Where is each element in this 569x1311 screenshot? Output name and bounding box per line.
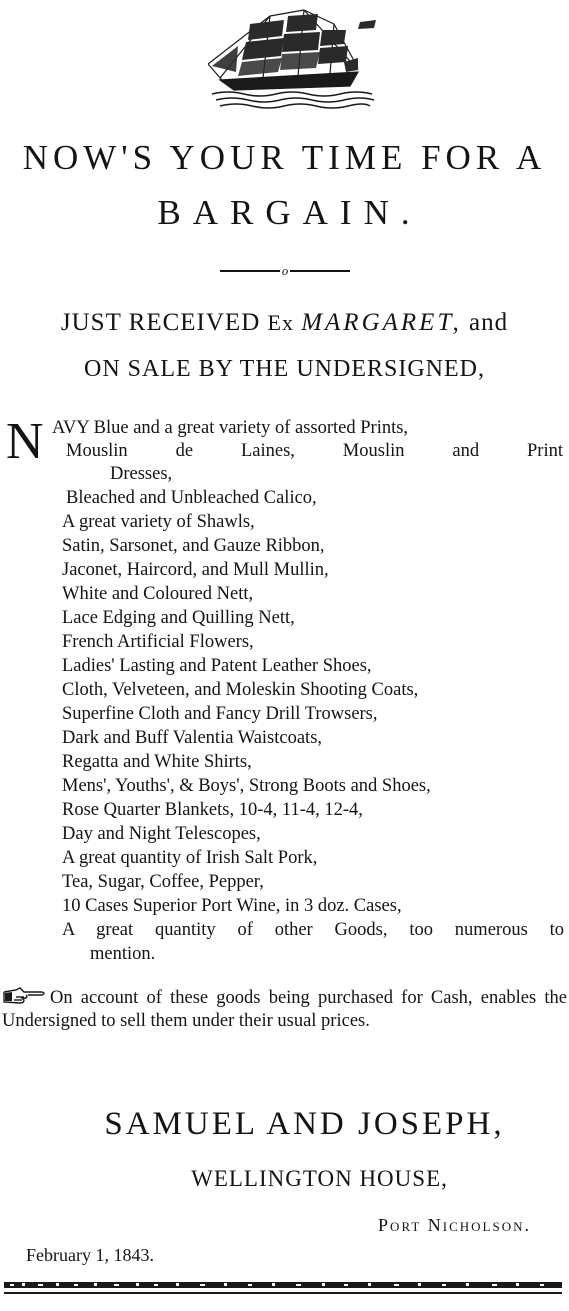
list-item: A great quantity of other Goods, too numerous to — [62, 920, 564, 940]
list-item: Mouslin de Laines, Mouslin and Print — [66, 441, 563, 461]
subheadline-line-1 — [0, 309, 569, 337]
list-item: Satin, Sarsonet, and Gauze Ribbon, — [62, 536, 325, 556]
pointing-hand-icon — [2, 986, 48, 1006]
list-item: Rose Quarter Blankets, 10-4, 11-4, 12-4, — [62, 800, 363, 820]
list-item: Mens', Youths', & Boys', Strong Boots and Shoes, — [62, 776, 431, 796]
list-item: Regatta and White Shirts, — [62, 752, 252, 772]
divider-line-left — [220, 270, 280, 272]
list-item: French Artificial Flowers, — [62, 632, 254, 652]
notice-text: On account of these goods being purchased for Cash, enables the Undersigned to sell them under their usual prices. — [2, 988, 567, 1031]
short-divider — [220, 264, 350, 278]
list-item: A great variety of Shawls, — [62, 512, 255, 532]
list-item: AVY Blue and a great variety of assorted Prints, — [52, 418, 409, 438]
divider-line-right — [290, 270, 350, 272]
subheadline-suffix: and — [469, 309, 509, 336]
list-item: A great quantity of Irish Salt Pork, — [62, 848, 318, 868]
ornamental-rule — [4, 1282, 562, 1298]
list-item: Jaconet, Haircord, and Mull Mullin, — [62, 560, 329, 580]
signatory-place: Port Nicholson. — [378, 1215, 531, 1235]
list-item: Superfine Cloth and Fancy Drill Trowsers, — [62, 704, 378, 724]
list-item: White and Coloured Nett, — [62, 584, 254, 604]
drop-cap: N — [6, 413, 44, 470]
headline-line-1: NOW'S YOUR TIME FOR A — [22, 138, 547, 177]
subheadline-prefix: JUST RECEIVED — [60, 309, 261, 336]
sailing-ship-icon — [208, 2, 378, 114]
list-item: Tea, Sugar, Coffee, Pepper, — [62, 872, 264, 892]
signatory-name: SAMUEL AND JOSEPH, — [104, 1106, 505, 1142]
list-item: Lace Edging and Quilling Nett, — [62, 608, 295, 628]
list-item: Bleached and Unbleached Calico, — [66, 488, 317, 508]
subheadline-line-2: ON SALE BY THE UNDERSIGNED, — [84, 356, 485, 382]
divider-mark: o — [281, 264, 289, 278]
list-item: Day and Night Telescopes, — [62, 824, 261, 844]
list-item: Ladies' Lasting and Patent Leather Shoes, — [62, 656, 372, 676]
list-item: Dark and Buff Valentia Waistcoats, — [62, 728, 323, 748]
list-item: mention. — [90, 944, 156, 964]
list-item: 10 Cases Superior Port Wine, in 3 doz. Cases, — [62, 896, 402, 916]
headline-line-2: BARGAIN. — [157, 193, 422, 232]
list-item: Dresses, — [110, 464, 173, 484]
subheadline-ex: Ex — [267, 310, 294, 335]
ship-name: MARGARET, — [301, 309, 462, 336]
cash-notice — [2, 986, 567, 1033]
advert-date: February 1, 1843. — [26, 1245, 154, 1265]
list-item: Cloth, Velveteen, and Moleskin Shooting Coats, — [62, 680, 419, 700]
signatory-house: WELLINGTON HOUSE, — [191, 1166, 448, 1191]
